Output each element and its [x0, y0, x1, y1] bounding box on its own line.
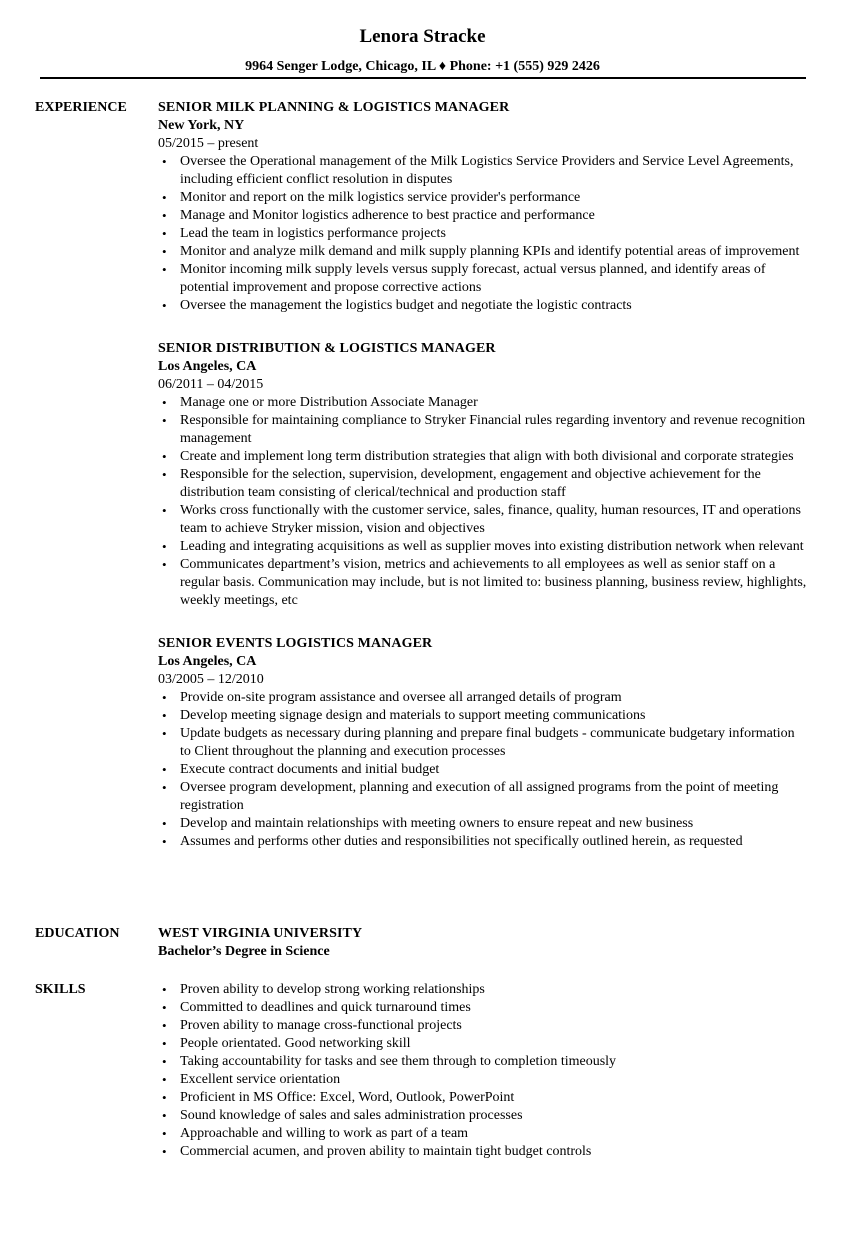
- bullet-text: Oversee the management the logistics budget and negotiate the logistic contracts: [180, 298, 632, 313]
- experience-heading: EXPERIENCE: [35, 100, 127, 115]
- bullet-icon: •: [162, 449, 167, 464]
- bullet-item: [158, 502, 808, 538]
- job-entry: [158, 340, 808, 610]
- bullet-icon: •: [162, 244, 167, 259]
- skill-text: Approachable and willing to work as part of a team: [180, 1126, 469, 1141]
- bullet-icon: •: [162, 208, 167, 223]
- bullet-icon: •: [162, 690, 167, 705]
- bullet-text: Oversee program development, planning and execution of all assigned programs from the point of meeting registration: [180, 780, 779, 813]
- job-location: New York, NY: [158, 118, 245, 133]
- skill-item: [158, 999, 808, 1017]
- bullet-item: [158, 707, 808, 725]
- bullet-text: Develop meeting signage design and materials to support meeting communications: [180, 708, 646, 723]
- bullet-text: Provide on-site program assistance and oversee all arranged details of program: [180, 690, 622, 705]
- job-location: Los Angeles, CA: [158, 359, 257, 374]
- bullet-icon: •: [162, 190, 167, 205]
- bullet-item: [158, 243, 808, 261]
- skill-item: [158, 1017, 808, 1035]
- bullet-icon: •: [162, 834, 167, 849]
- skill-text: Proficient in MS Office: Excel, Word, Outlook, PowerPoint: [180, 1090, 515, 1105]
- bullet-item: [158, 261, 808, 297]
- bullet-text: Monitor incoming milk supply levels versus supply forecast, actual versus planned, and identify areas of potential improvement and propose corrective actions: [180, 262, 766, 295]
- bullet-icon: •: [162, 1144, 167, 1159]
- bullet-item: [158, 815, 808, 833]
- school-name: WEST VIRGINIA UNIVERSITY: [158, 926, 363, 941]
- job-entry: [158, 635, 808, 851]
- degree: Bachelor’s Degree in Science: [158, 944, 330, 959]
- bullet-text: Works cross functionally with the customer service, sales, finance, quality, human resources, IT and operations team to achieve Stryker mission, vision and objectives: [180, 503, 801, 536]
- bullet-text: Assumes and performs other duties and responsibilities not specifically outlined herein, as requested: [180, 834, 743, 849]
- skill-text: Sound knowledge of sales and sales administration processes: [180, 1108, 523, 1123]
- bullet-icon: •: [162, 1000, 167, 1015]
- skill-item: [158, 1035, 808, 1053]
- bullet-icon: •: [162, 557, 167, 572]
- bullet-icon: •: [162, 708, 167, 723]
- bullet-text: Lead the team in logistics performance projects: [180, 226, 446, 241]
- bullet-icon: •: [162, 1090, 167, 1105]
- job-dates: 03/2005 – 12/2010: [158, 672, 264, 687]
- bullet-item: [158, 689, 808, 707]
- skill-text: Proven ability to manage cross-functional projects: [180, 1018, 462, 1033]
- skills-heading: SKILLS: [35, 982, 86, 997]
- bullet-text: Communicates department’s vision, metrics and achievements to all employees as well as senior staff on a regular basis. Communication may include, but is not limited to: business planning, business review, highlights, weekly meetings, etc: [180, 557, 807, 608]
- bullet-item: [158, 466, 808, 502]
- bullet-icon: •: [162, 1018, 167, 1033]
- header-divider: [40, 77, 806, 79]
- skill-text: Committed to deadlines and quick turnaround times: [180, 1000, 471, 1015]
- job-bullets: [158, 153, 808, 315]
- bullet-text: Leading and integrating acquisitions as well as supplier moves into existing distribution network when relevant: [180, 539, 804, 554]
- bullet-icon: •: [162, 1072, 167, 1087]
- job-title: SENIOR EVENTS LOGISTICS MANAGER: [158, 636, 433, 651]
- bullet-icon: •: [162, 1036, 167, 1051]
- bullet-text: Develop and maintain relationships with meeting owners to ensure repeat and new business: [180, 816, 694, 831]
- bullet-icon: •: [162, 539, 167, 554]
- bullet-item: [158, 394, 808, 412]
- bullet-text: Create and implement long term distribution strategies that align with both divisional and corporate strategies: [180, 449, 794, 464]
- skill-text: Taking accountability for tasks and see them through to completion timeously: [180, 1054, 617, 1069]
- bullet-icon: •: [162, 816, 167, 831]
- skill-item: [158, 1125, 808, 1143]
- bullet-icon: •: [162, 226, 167, 241]
- skills-body: [158, 981, 808, 1161]
- bullet-item: [158, 189, 808, 207]
- job-location: Los Angeles, CA: [158, 654, 257, 669]
- bullet-text: Responsible for the selection, supervision, development, engagement and objective achievement for the distribution team consisting of clerical/technical and production staff: [180, 467, 761, 500]
- candidate-name: Lenora Stracke: [359, 26, 486, 47]
- bullet-item: [158, 833, 808, 851]
- job-entry: [158, 99, 808, 315]
- bullet-text: Update budgets as necessary during planning and prepare final budgets - communicate budgetary information to Client throughout the planning and execution processes: [180, 726, 795, 759]
- skill-item: [158, 1143, 808, 1161]
- bullet-text: Manage one or more Distribution Associate Manager: [180, 395, 478, 410]
- education-body: [158, 925, 808, 961]
- skill-text: Excellent service orientation: [180, 1072, 341, 1087]
- skill-text: Proven ability to develop strong working relationships: [180, 982, 485, 997]
- bullet-item: [158, 412, 808, 448]
- bullet-item: [158, 225, 808, 243]
- job-bullets: [158, 394, 808, 610]
- bullet-icon: •: [162, 1054, 167, 1069]
- bullet-item: [158, 779, 808, 815]
- bullet-icon: •: [162, 1108, 167, 1123]
- contact-line: 9964 Senger Lodge, Chicago, IL ♦ Phone: +1 (555) 929 2426: [245, 59, 600, 74]
- experience-body: [158, 99, 808, 851]
- job-title: SENIOR MILK PLANNING & LOGISTICS MANAGER: [158, 100, 510, 115]
- bullet-icon: •: [162, 1126, 167, 1141]
- bullet-item: [158, 153, 808, 189]
- skill-text: Commercial acumen, and proven ability to maintain tight budget controls: [180, 1144, 592, 1159]
- skill-item: [158, 1089, 808, 1107]
- skill-item: [158, 1053, 808, 1071]
- skill-item: [158, 1107, 808, 1125]
- job-dates: 06/2011 – 04/2015: [158, 377, 264, 392]
- bullet-icon: •: [162, 154, 167, 169]
- bullet-item: [158, 448, 808, 466]
- bullet-item: [158, 761, 808, 779]
- bullet-icon: •: [162, 762, 167, 777]
- bullet-text: Monitor and report on the milk logistics service provider's performance: [180, 190, 581, 205]
- job-title: SENIOR DISTRIBUTION & LOGISTICS MANAGER: [158, 341, 496, 356]
- bullet-icon: •: [162, 262, 167, 277]
- bullet-icon: •: [162, 982, 167, 997]
- job-dates: 05/2015 – present: [158, 136, 259, 151]
- bullet-icon: •: [162, 298, 167, 313]
- bullet-text: Oversee the Operational management of the Milk Logistics Service Providers and Service Level Agreements, including efficient conflict resolution in disputes: [180, 154, 794, 187]
- bullet-icon: •: [162, 413, 167, 428]
- bullet-text: Execute contract documents and initial budget: [180, 762, 440, 777]
- skill-text: People orientated. Good networking skill: [180, 1036, 411, 1051]
- bullet-item: [158, 725, 808, 761]
- bullet-text: Manage and Monitor logistics adherence to best practice and performance: [180, 208, 595, 223]
- bullet-icon: •: [162, 467, 167, 482]
- education-heading: EDUCATION: [35, 926, 120, 941]
- job-bullets: [158, 689, 808, 851]
- bullet-item: [158, 538, 808, 556]
- bullet-item: [158, 207, 808, 225]
- bullet-item: [158, 556, 808, 610]
- bullet-text: Monitor and analyze milk demand and milk supply planning KPIs and identify potential areas of improvement: [180, 244, 800, 259]
- bullet-icon: •: [162, 503, 167, 518]
- bullet-text: Responsible for maintaining compliance to Stryker Financial rules regarding inventory and revenue recognition management: [180, 413, 806, 446]
- skills-list: [158, 981, 808, 1161]
- skill-item: [158, 1071, 808, 1089]
- skill-item: [158, 981, 808, 999]
- bullet-icon: •: [162, 726, 167, 741]
- bullet-item: [158, 297, 808, 315]
- bullet-icon: •: [162, 395, 167, 410]
- bullet-icon: •: [162, 780, 167, 795]
